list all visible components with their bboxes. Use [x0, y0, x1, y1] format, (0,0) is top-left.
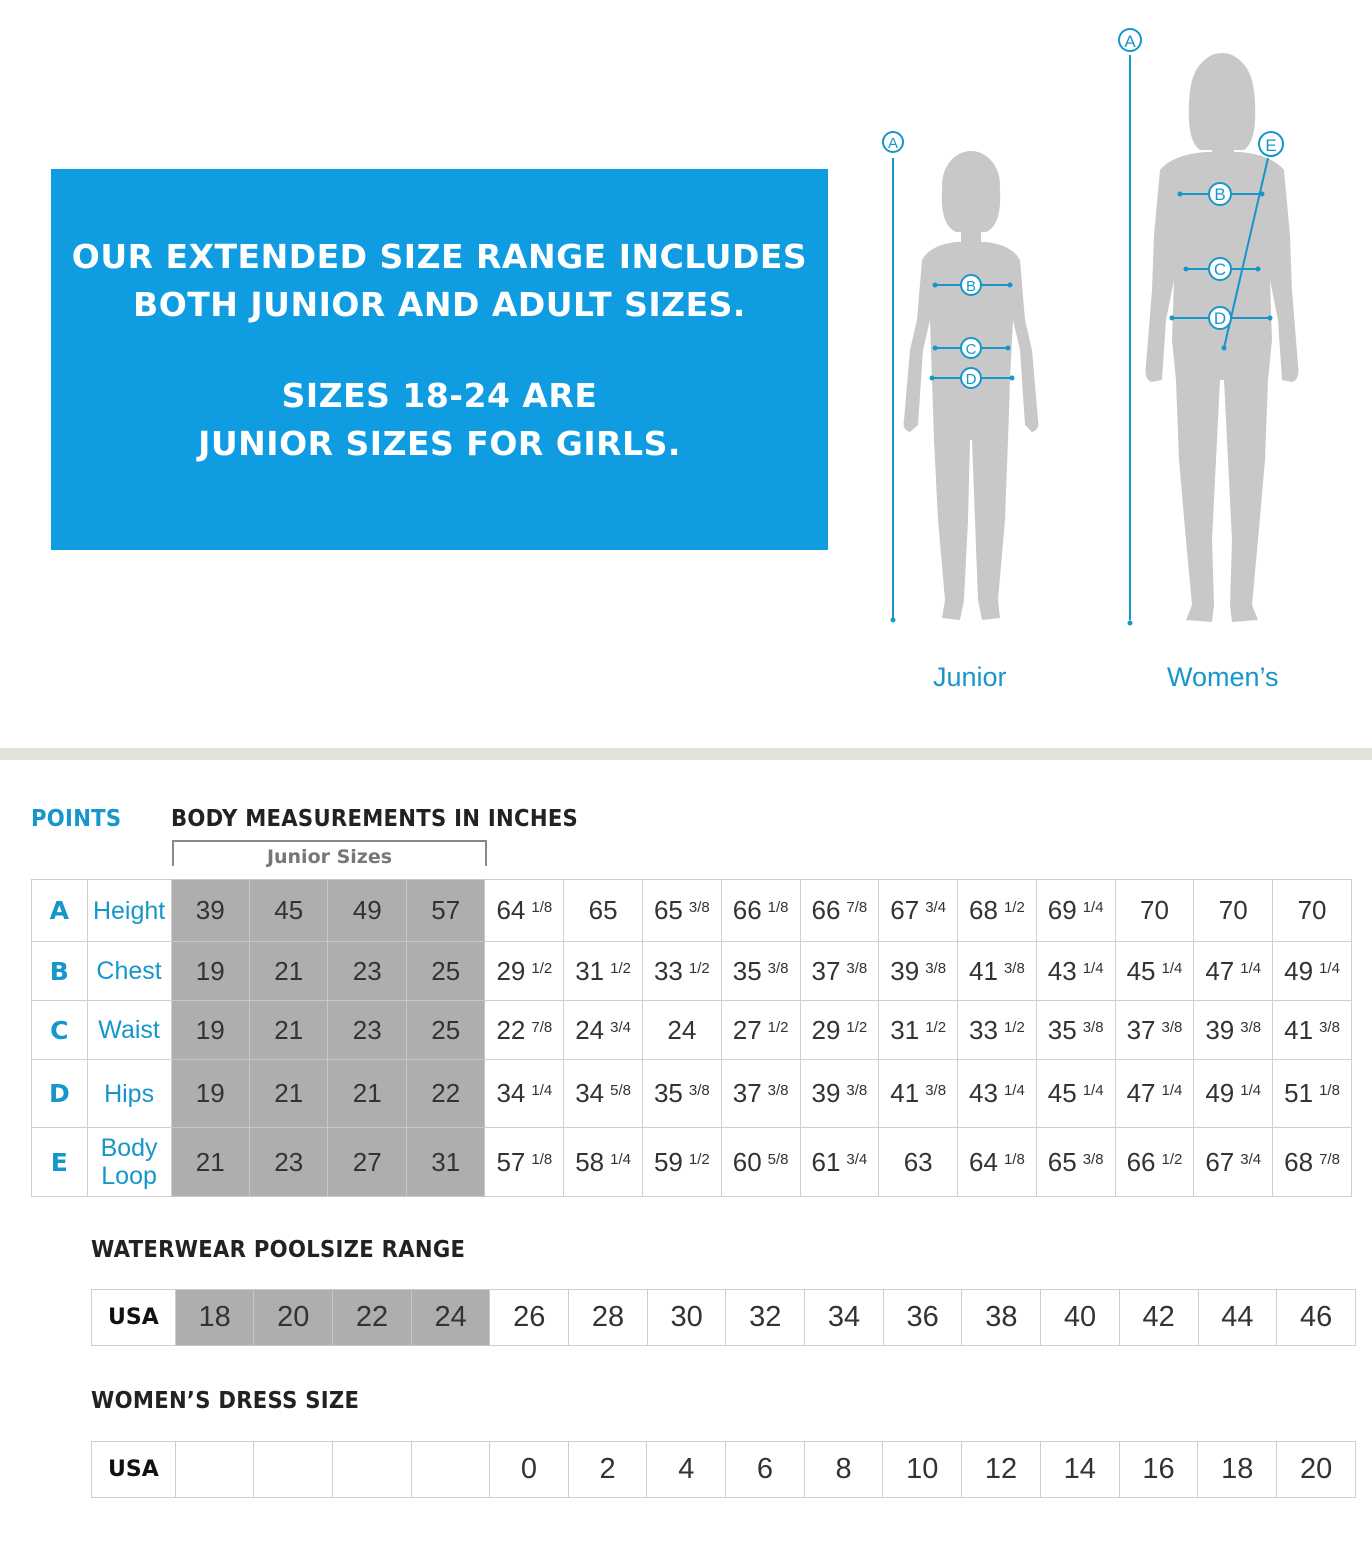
measurement-value [564, 1060, 643, 1128]
value-fraction: 3/8 [1319, 1018, 1340, 1036]
value-fraction: 3/8 [846, 959, 868, 977]
dress-size-cell: 6 [726, 1442, 805, 1498]
value-whole: 37 [811, 955, 841, 986]
value-whole: 39 [195, 895, 225, 925]
pool-size-heading: WATERWEAR POOLSIZE RANGE [91, 1237, 466, 1263]
value-whole: 70 [1218, 895, 1248, 925]
value-whole: 31 [575, 955, 605, 986]
dress-size-cell: 8 [804, 1442, 883, 1498]
value-whole: 29 [811, 1014, 841, 1045]
measurement-value [171, 1060, 249, 1128]
value-whole: 22 [431, 1078, 461, 1108]
value-whole: 45 [1047, 1078, 1077, 1108]
value-whole: 58 [575, 1146, 605, 1177]
value-whole: 57 [431, 895, 461, 925]
measurement-value [1194, 942, 1273, 1001]
measurement-value [642, 942, 721, 1001]
dress-size-heading: WOMEN’S DRESS SIZE [91, 1388, 360, 1414]
measurement-value [958, 880, 1037, 942]
measurement-value [642, 1128, 721, 1197]
measurement-value [564, 1128, 643, 1197]
measurement-value [958, 1001, 1037, 1060]
value-whole: 67 [890, 895, 920, 925]
measurement-value [1194, 880, 1273, 942]
dress-size-cell: 16 [1119, 1442, 1198, 1498]
junior-sizes-bracket: Junior Sizes [172, 840, 487, 866]
measurement-value [171, 1128, 249, 1197]
junior-figure-label: Junior [933, 662, 1007, 692]
dress-size-cell [332, 1442, 411, 1498]
measurement-value [1115, 942, 1194, 1001]
measurement-value [1273, 1060, 1352, 1128]
womens-point-a: A [1124, 32, 1136, 51]
value-fraction: 1/2 [688, 959, 710, 977]
value-whole: 51 [1284, 1078, 1314, 1108]
value-whole: 35 [1047, 1014, 1077, 1045]
value-fraction: 1/4 [531, 1082, 553, 1099]
value-fraction: 1/4 [610, 1150, 631, 1168]
pool-size-cell: 26 [490, 1290, 569, 1346]
banner-line-3: SIZES 18-24 ARE [281, 376, 598, 415]
value-fraction: 7/8 [846, 899, 868, 916]
value-fraction: 1/4 [1082, 1082, 1104, 1099]
measurement-value [328, 942, 406, 1001]
value-fraction: 1/2 [1003, 899, 1025, 916]
value-whole: 19 [195, 1014, 225, 1045]
measurement-value [1115, 1060, 1194, 1128]
womens-point-d: D [1213, 309, 1227, 328]
value-whole: 63 [903, 1146, 933, 1177]
pool-size-cell: 18 [175, 1290, 254, 1346]
womens-point-c: C [1213, 260, 1227, 279]
measurement-value [1036, 942, 1115, 1001]
value-fraction: 3/4 [925, 899, 947, 916]
dress-size-cell: 12 [962, 1442, 1041, 1498]
value-fraction: 3/4 [1240, 1150, 1262, 1168]
value-whole: 21 [352, 1078, 382, 1108]
value-fraction: 3/8 [1240, 1018, 1262, 1036]
value-fraction: 1/2 [1161, 1150, 1183, 1168]
measurement-value [721, 1001, 800, 1060]
value-whole: 69 [1047, 895, 1077, 925]
value-whole: 21 [274, 1078, 304, 1108]
measurement-value [485, 1001, 564, 1060]
measurement-value [171, 880, 249, 942]
value-whole: 49 [1205, 1078, 1235, 1108]
pool-size-cell: 28 [569, 1290, 648, 1346]
measurement-value [879, 880, 958, 942]
measurement-value [879, 1128, 958, 1197]
measurement-value [1115, 1001, 1194, 1060]
value-fraction: 3/8 [767, 959, 789, 977]
measurement-value [1194, 1060, 1273, 1128]
value-whole: 23 [274, 1146, 304, 1177]
value-whole: 60 [732, 1146, 762, 1177]
value-fraction: 3/8 [1161, 1018, 1183, 1036]
dress-size-cell: 14 [1040, 1442, 1119, 1498]
value-fraction: 1/4 [1319, 959, 1340, 977]
value-whole: 66 [732, 895, 762, 925]
measurement-value [1273, 1128, 1352, 1197]
measurements-table [31, 879, 1352, 1197]
measurement-value [721, 1060, 800, 1128]
value-whole: 70 [1140, 895, 1169, 925]
measurement-value [800, 1060, 879, 1128]
measurement-value [721, 1128, 800, 1197]
measurement-value [1036, 1128, 1115, 1197]
measurement-value [328, 1128, 406, 1197]
value-whole: 31 [431, 1146, 461, 1177]
silhouettes-illustration [860, 20, 1372, 710]
measurement-value [642, 1060, 721, 1128]
value-fraction: 3/8 [767, 1082, 789, 1099]
measurement-value [485, 942, 564, 1001]
measurement-value [1194, 1128, 1273, 1197]
pool-size-cell: 44 [1198, 1290, 1277, 1346]
value-fraction: 3/4 [846, 1150, 868, 1168]
measurement-value [328, 1001, 406, 1060]
measurement-value [642, 1001, 721, 1060]
body-figures [860, 20, 1372, 710]
value-whole: 57 [496, 1146, 526, 1177]
pool-size-cell: 36 [883, 1290, 962, 1346]
dress-country-cell: USA [92, 1442, 176, 1498]
measurements-heading: BODY MEASUREMENTS IN INCHES [171, 806, 579, 832]
measurement-value [328, 880, 406, 942]
value-whole: 37 [1126, 1014, 1156, 1045]
value-fraction: 1/4 [1003, 1082, 1025, 1099]
pool-size-cell: 40 [1041, 1290, 1120, 1346]
value-whole: 49 [352, 895, 382, 925]
dress-size-cell [411, 1442, 490, 1498]
pool-size-cell: 34 [805, 1290, 884, 1346]
value-whole: 68 [969, 895, 998, 925]
value-fraction: 3/4 [610, 1018, 631, 1036]
value-whole: 49 [1284, 955, 1314, 986]
pool-size-cell: 20 [254, 1290, 333, 1346]
value-whole: 19 [195, 1078, 225, 1108]
measurement-value [564, 880, 643, 942]
measurement-value [958, 1060, 1037, 1128]
measurement-name: Waist [87, 1001, 171, 1060]
dress-size-cell: 20 [1277, 1442, 1356, 1498]
measurement-value [485, 880, 564, 942]
measurement-row [32, 880, 1352, 942]
value-whole: 39 [1205, 1014, 1235, 1045]
value-whole: 33 [653, 955, 683, 986]
value-fraction: 1/4 [1161, 1082, 1183, 1099]
value-fraction: 7/8 [1319, 1150, 1340, 1168]
measurement-value [171, 942, 249, 1001]
value-whole: 68 [1284, 1146, 1314, 1177]
value-fraction: 5/8 [610, 1082, 631, 1099]
measurement-name: Body Loop [87, 1128, 171, 1197]
value-fraction: 3/8 [1082, 1150, 1104, 1168]
value-whole: 25 [431, 1014, 461, 1045]
pool-size-cell: 38 [962, 1290, 1041, 1346]
value-fraction: 1/2 [688, 1150, 710, 1168]
value-whole: 41 [969, 955, 998, 986]
pool-size-cell: 32 [726, 1290, 805, 1346]
measurement-value [406, 1060, 484, 1128]
value-fraction: 1/2 [531, 959, 553, 977]
measurement-value [564, 942, 643, 1001]
measurement-row [32, 942, 1352, 1001]
measurement-value [250, 1128, 328, 1197]
value-whole: 39 [890, 955, 920, 986]
pool-size-cell: 42 [1119, 1290, 1198, 1346]
measurement-value [879, 1001, 958, 1060]
measurement-row [32, 1060, 1352, 1128]
measurement-value [1036, 880, 1115, 942]
measurement-value [1115, 1128, 1194, 1197]
value-whole: 29 [496, 955, 526, 986]
measurement-value [958, 942, 1037, 1001]
value-whole: 39 [811, 1078, 841, 1108]
value-fraction: 1/4 [1082, 899, 1104, 916]
measurement-value [1273, 942, 1352, 1001]
point-letter: A [32, 880, 88, 942]
value-whole: 67 [1205, 1146, 1235, 1177]
measurement-value [1115, 880, 1194, 942]
value-whole: 43 [1047, 955, 1077, 986]
value-whole: 31 [890, 1014, 920, 1045]
measurement-value [406, 1001, 484, 1060]
pool-country-cell: USA [92, 1290, 176, 1346]
dress-size-cell: 10 [883, 1442, 962, 1498]
value-fraction: 3/8 [1082, 1018, 1104, 1036]
value-whole: 33 [969, 1014, 998, 1045]
value-whole: 24 [667, 1014, 697, 1045]
junior-point-c: C [965, 341, 977, 358]
value-fraction: 1/4 [1240, 1082, 1262, 1099]
measurement-value [958, 1128, 1037, 1197]
measurement-value [1194, 1001, 1273, 1060]
value-fraction: 1/2 [767, 1018, 789, 1036]
value-whole: 35 [653, 1078, 683, 1108]
measurement-value [721, 942, 800, 1001]
info-banner [51, 169, 828, 550]
measurement-value [800, 942, 879, 1001]
measurement-value [800, 880, 879, 942]
value-fraction: 1/8 [767, 899, 789, 916]
value-fraction: 1/2 [1003, 1018, 1025, 1036]
value-fraction: 3/8 [1003, 959, 1025, 977]
measurement-value [879, 1060, 958, 1128]
value-fraction: 1/2 [925, 1018, 947, 1036]
dress-size-cell [254, 1442, 333, 1498]
value-fraction: 1/4 [1161, 959, 1183, 977]
junior-point-a: A [887, 135, 899, 152]
measurement-value [250, 880, 328, 942]
value-whole: 34 [575, 1078, 605, 1108]
value-whole: 27 [352, 1146, 382, 1177]
measurement-value [250, 1001, 328, 1060]
measurement-value [1036, 1060, 1115, 1128]
value-whole: 41 [890, 1078, 920, 1108]
pool-size-cell: 46 [1277, 1290, 1356, 1346]
value-whole: 47 [1126, 1078, 1156, 1108]
value-whole: 65 [1047, 1146, 1077, 1177]
measurement-name: Height [87, 880, 171, 942]
pool-size-cell: 22 [333, 1290, 412, 1346]
value-whole: 23 [352, 955, 382, 986]
value-fraction: 1/4 [1082, 959, 1104, 977]
measurement-value [721, 880, 800, 942]
value-whole: 70 [1297, 895, 1327, 925]
womens-figure-label: Women’s [1167, 662, 1279, 692]
womens-point-b: B [1214, 185, 1226, 204]
value-fraction: 3/8 [846, 1082, 868, 1099]
measurement-row [32, 1128, 1352, 1197]
value-fraction: 1/8 [1319, 1082, 1340, 1099]
dress-size-table [91, 1441, 1356, 1498]
measurement-value [800, 1128, 879, 1197]
measurement-value [564, 1001, 643, 1060]
value-whole: 47 [1205, 955, 1235, 986]
measurement-value [250, 1060, 328, 1128]
value-fraction: 1/8 [1003, 1150, 1025, 1168]
value-whole: 66 [1126, 1146, 1156, 1177]
point-letter: C [32, 1001, 88, 1060]
banner-line-2: BOTH JUNIOR AND ADULT SIZES. [133, 285, 746, 324]
dress-size-cell: 4 [647, 1442, 726, 1498]
value-whole: 65 [588, 895, 618, 925]
value-whole: 61 [811, 1146, 841, 1177]
value-fraction: 3/8 [688, 899, 710, 916]
point-letter: E [32, 1128, 88, 1197]
value-fraction: 1/2 [846, 1018, 868, 1036]
value-fraction: 7/8 [531, 1018, 553, 1036]
measurement-value [1273, 1001, 1352, 1060]
pool-size-cell: 24 [411, 1290, 490, 1346]
junior-point-b: B [965, 278, 977, 295]
measurement-value [171, 1001, 249, 1060]
value-whole: 45 [274, 895, 304, 925]
measurement-row [32, 1001, 1352, 1060]
value-whole: 66 [811, 895, 841, 925]
point-letter: D [32, 1060, 88, 1128]
value-whole: 27 [732, 1014, 762, 1045]
value-whole: 24 [575, 1014, 605, 1045]
value-whole: 22 [496, 1014, 526, 1045]
dress-size-cell: 18 [1198, 1442, 1277, 1498]
value-whole: 37 [732, 1078, 762, 1108]
measurement-value [250, 942, 328, 1001]
measurement-value [800, 1001, 879, 1060]
value-whole: 34 [496, 1078, 526, 1108]
measurement-value [879, 942, 958, 1001]
measurement-name: Chest [87, 942, 171, 1001]
value-whole: 19 [195, 955, 225, 986]
junior-point-d: D [965, 371, 977, 388]
value-whole: 45 [1126, 955, 1156, 986]
value-whole: 21 [274, 1014, 304, 1045]
value-fraction: 1/4 [1240, 959, 1262, 977]
banner-line-1: OUR EXTENDED SIZE RANGE INCLUDES [71, 237, 808, 276]
value-whole: 21 [195, 1146, 225, 1177]
value-whole: 43 [969, 1078, 998, 1108]
value-fraction: 3/8 [925, 1082, 947, 1099]
measurement-value [1273, 880, 1352, 942]
value-fraction: 5/8 [767, 1150, 789, 1168]
value-fraction: 1/8 [531, 1150, 553, 1168]
section-divider [0, 748, 1372, 760]
measurement-value [1036, 1001, 1115, 1060]
measurement-value [485, 1128, 564, 1197]
value-whole: 25 [431, 955, 461, 986]
measurement-value [406, 1128, 484, 1197]
value-whole: 64 [969, 1146, 998, 1177]
womens-point-e: E [1265, 136, 1277, 155]
value-whole: 35 [732, 955, 762, 986]
pool-size-table [91, 1289, 1356, 1346]
measurement-value [406, 880, 484, 942]
value-whole: 65 [653, 895, 683, 925]
value-whole: 59 [653, 1146, 683, 1177]
banner-line-4: JUNIOR SIZES FOR GIRLS. [198, 424, 681, 463]
value-whole: 64 [496, 895, 526, 925]
value-whole: 21 [274, 955, 304, 986]
dress-size-cell: 2 [568, 1442, 647, 1498]
point-letter: B [32, 942, 88, 1001]
dress-size-cell: 0 [490, 1442, 569, 1498]
dress-size-cell [175, 1442, 254, 1498]
value-fraction: 3/8 [925, 959, 947, 977]
points-heading: POINTS [31, 806, 122, 832]
measurement-value [485, 1060, 564, 1128]
pool-size-cell: 30 [647, 1290, 726, 1346]
value-whole: 41 [1284, 1014, 1314, 1045]
value-fraction: 3/8 [688, 1082, 710, 1099]
measurement-value [328, 1060, 406, 1128]
measurement-value [406, 942, 484, 1001]
measurement-name: Hips [87, 1060, 171, 1128]
value-whole: 23 [352, 1014, 382, 1045]
value-fraction: 1/8 [531, 899, 553, 916]
value-fraction: 1/2 [610, 959, 631, 977]
measurement-value [642, 880, 721, 942]
